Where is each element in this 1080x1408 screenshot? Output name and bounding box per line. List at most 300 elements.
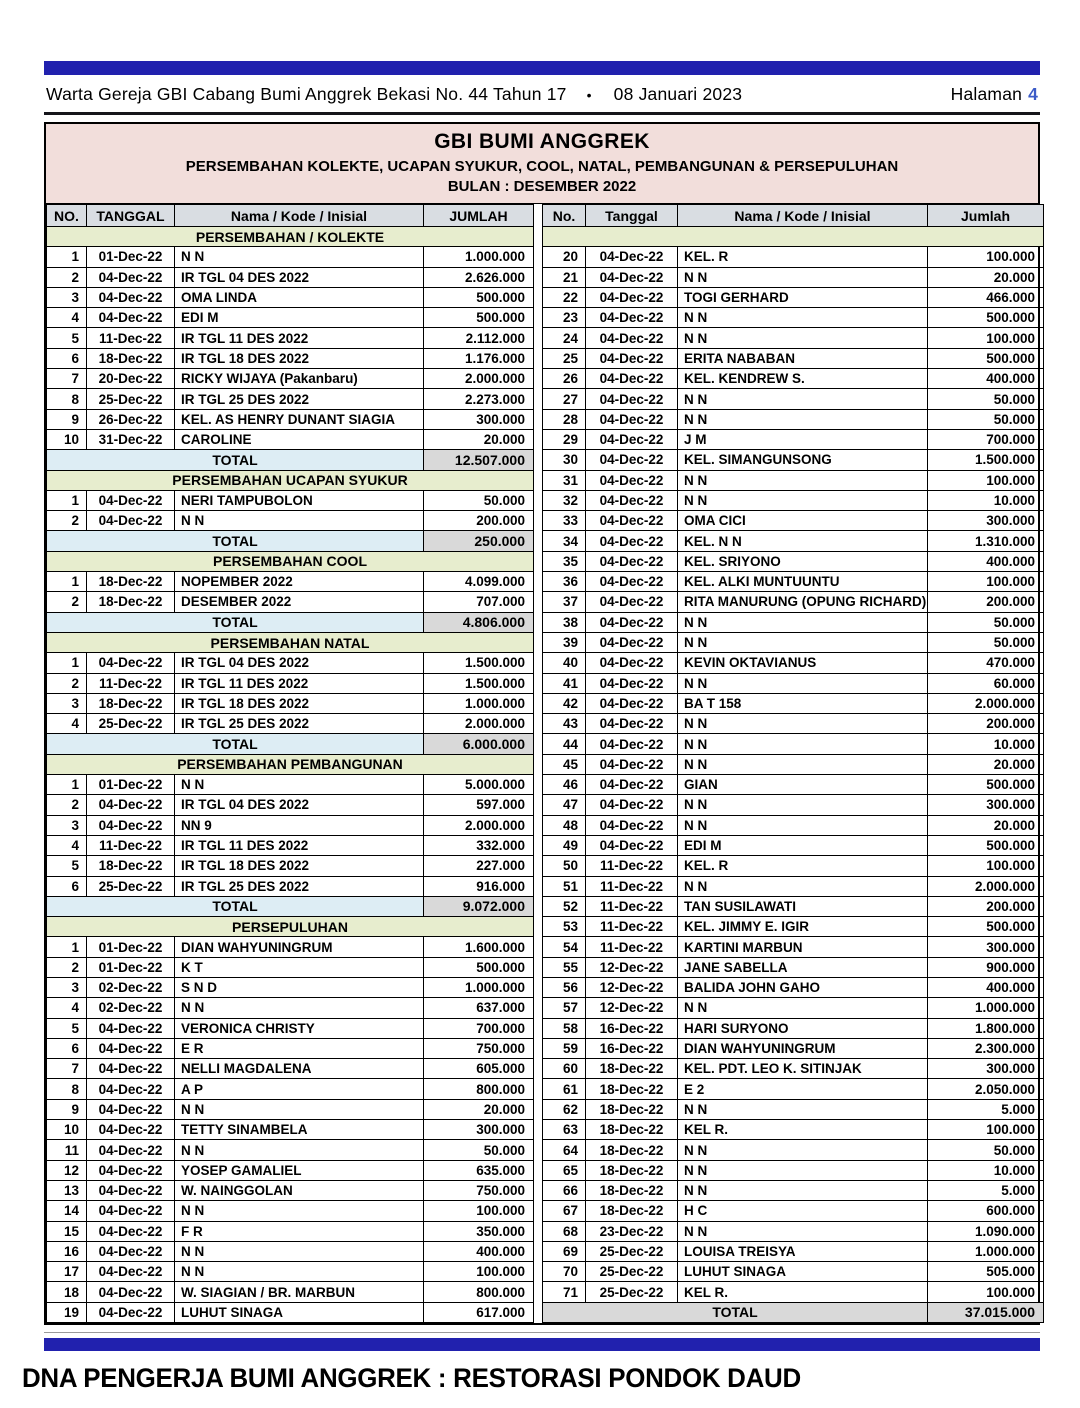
- cell-date: 04-Dec-22: [87, 490, 175, 510]
- cell-date: 04-Dec-22: [87, 1302, 175, 1322]
- cell-date: 04-Dec-22: [87, 511, 175, 531]
- table-row: [543, 267, 1044, 287]
- table-row: [543, 287, 1044, 307]
- cell-date: 04-Dec-22: [586, 409, 678, 429]
- cell-amount: 750.000: [424, 1038, 534, 1058]
- tables-container: [46, 204, 1038, 1323]
- cell-date: 04-Dec-22: [87, 1099, 175, 1119]
- cell-no: 51: [543, 876, 586, 896]
- table-row: [543, 1018, 1044, 1038]
- total-label: TOTAL: [47, 612, 424, 632]
- cell-no: 58: [543, 1018, 586, 1038]
- cell-name: N N: [678, 267, 928, 287]
- table-row: [543, 714, 1044, 734]
- cell-amount: 707.000: [424, 592, 534, 612]
- table-row: [47, 490, 534, 510]
- cell-name: KEL. SIMANGUNSONG: [678, 450, 928, 470]
- column-header-amount: JUMLAH: [424, 205, 534, 227]
- total-amount: 6.000.000: [424, 734, 534, 754]
- cell-amount: 2.273.000: [424, 389, 534, 409]
- cell-no: 1: [47, 775, 87, 795]
- section-title: [543, 227, 1044, 247]
- table-row: [543, 795, 1044, 815]
- cell-date: 18-Dec-22: [586, 1099, 678, 1119]
- cell-amount: 10.000: [928, 490, 1044, 510]
- table-row: [543, 328, 1044, 348]
- cell-date: 25-Dec-22: [87, 876, 175, 896]
- cell-amount: 400.000: [928, 977, 1044, 997]
- cell-amount: 2.000.000: [424, 714, 534, 734]
- table-row: [543, 612, 1044, 632]
- cell-amount: 227.000: [424, 856, 534, 876]
- column-header-no: NO.: [47, 205, 87, 227]
- table-row: [47, 1282, 534, 1302]
- cell-date: 04-Dec-22: [87, 1282, 175, 1302]
- cell-no: 3: [47, 287, 87, 307]
- cell-no: 55: [543, 957, 586, 977]
- cell-amount: 500.000: [928, 917, 1044, 937]
- table-row: [47, 308, 534, 328]
- table-row: [543, 409, 1044, 429]
- table-row: [47, 1221, 534, 1241]
- cell-no: 10: [47, 1120, 87, 1140]
- column-header-no: No.: [543, 205, 586, 227]
- total-row: [47, 531, 534, 551]
- cell-name: E R: [175, 1038, 424, 1058]
- table-row: [47, 592, 534, 612]
- cell-amount: 750.000: [424, 1180, 534, 1200]
- cell-date: 02-Dec-22: [87, 977, 175, 997]
- bulletin-table-box: [44, 122, 1040, 1325]
- table-row: [543, 490, 1044, 510]
- cell-amount: 700.000: [424, 1018, 534, 1038]
- cell-name: TETTY SINAMBELA: [175, 1120, 424, 1140]
- cell-name: KARTINI MARBUN: [678, 937, 928, 957]
- table-row: [543, 917, 1044, 937]
- table-row: [543, 775, 1044, 795]
- cell-name: NELLI MAGDALENA: [175, 1059, 424, 1079]
- cell-amount: 100.000: [928, 572, 1044, 592]
- total-row: [543, 1302, 1044, 1322]
- cell-no: 2: [47, 673, 87, 693]
- table-row: [543, 369, 1044, 389]
- cell-date: 18-Dec-22: [87, 348, 175, 368]
- cell-name: KEL R.: [678, 1120, 928, 1140]
- cell-amount: 916.000: [424, 876, 534, 896]
- cell-date: 18-Dec-22: [87, 693, 175, 713]
- cell-amount: 1.800.000: [928, 1018, 1044, 1038]
- cell-no: 2: [47, 795, 87, 815]
- table-row: [47, 1302, 534, 1322]
- cell-no: 45: [543, 754, 586, 774]
- cell-name: N N: [678, 734, 928, 754]
- total-label: TOTAL: [543, 1302, 928, 1322]
- column-header-date: TANGGAL: [87, 205, 175, 227]
- cell-no: 71: [543, 1282, 586, 1302]
- cell-amount: 1.176.000: [424, 348, 534, 368]
- cell-name: OMA CICI: [678, 511, 928, 531]
- cell-name: N N: [175, 775, 424, 795]
- cell-name: N N: [678, 998, 928, 1018]
- cell-no: 7: [47, 1059, 87, 1079]
- table-row: [47, 389, 534, 409]
- cell-date: 04-Dec-22: [87, 1079, 175, 1099]
- footer-headline: DNA PENGERJA BUMI ANGGREK : RESTORASI PONDOK DAUD: [22, 1363, 801, 1394]
- cell-date: 18-Dec-22: [586, 1180, 678, 1200]
- cell-amount: 2.300.000: [928, 1038, 1044, 1058]
- cell-amount: 400.000: [928, 551, 1044, 571]
- table-row: [47, 795, 534, 815]
- table-row: [47, 1201, 534, 1221]
- cell-name: N N: [678, 470, 928, 490]
- table-row: [47, 409, 534, 429]
- masthead-title: Warta Gereja GBI Cabang Bumi Anggrek Bekasi No. 44 Tahun 17: [46, 84, 567, 104]
- cell-date: 25-Dec-22: [586, 1241, 678, 1261]
- cell-amount: 300.000: [928, 795, 1044, 815]
- table-row: [47, 937, 534, 957]
- cell-amount: 2.000.000: [928, 876, 1044, 896]
- cell-name: IR TGL 25 DES 2022: [175, 714, 424, 734]
- cell-no: 28: [543, 409, 586, 429]
- cell-no: 40: [543, 653, 586, 673]
- cell-name: E 2: [678, 1079, 928, 1099]
- cell-date: 04-Dec-22: [586, 551, 678, 571]
- cell-no: 29: [543, 429, 586, 449]
- cell-name: N N: [678, 714, 928, 734]
- cell-amount: 4.099.000: [424, 572, 534, 592]
- cell-date: 11-Dec-22: [586, 876, 678, 896]
- table-row: [47, 714, 534, 734]
- table-row: [47, 998, 534, 1018]
- table-row: [47, 1140, 534, 1160]
- cell-date: 11-Dec-22: [87, 328, 175, 348]
- cell-no: 42: [543, 693, 586, 713]
- cell-no: 16: [47, 1241, 87, 1261]
- cell-no: 4: [47, 998, 87, 1018]
- table-row: [543, 1221, 1044, 1241]
- cell-amount: 700.000: [928, 429, 1044, 449]
- cell-date: 25-Dec-22: [87, 714, 175, 734]
- column-header-date: Tanggal: [586, 205, 678, 227]
- cell-date: 12-Dec-22: [586, 977, 678, 997]
- table-period: BULAN : DESEMBER 2022: [447, 178, 637, 195]
- cell-no: 1: [47, 572, 87, 592]
- section-header-row: [47, 754, 534, 774]
- cell-date: 04-Dec-22: [87, 1180, 175, 1200]
- cell-name: YOSEP GAMALIEL: [175, 1160, 424, 1180]
- cell-name: GIAN: [678, 775, 928, 795]
- cell-name: HARI SURYONO: [678, 1018, 928, 1038]
- cell-no: 35: [543, 551, 586, 571]
- cell-no: 2: [47, 592, 87, 612]
- cell-date: 04-Dec-22: [87, 815, 175, 835]
- cell-name: N N: [175, 1262, 424, 1282]
- cell-date: 04-Dec-22: [586, 612, 678, 632]
- cell-date: 18-Dec-22: [586, 1201, 678, 1221]
- cell-no: 6: [47, 348, 87, 368]
- column-header-name: Nama / Kode / Inisial: [678, 205, 928, 227]
- table-row: [47, 693, 534, 713]
- table-row: [47, 1099, 534, 1119]
- masthead: [44, 75, 1040, 115]
- cell-name: IR TGL 04 DES 2022: [175, 653, 424, 673]
- table-row: [543, 1160, 1044, 1180]
- total-amount: 9.072.000: [424, 896, 534, 916]
- table-row: [543, 1120, 1044, 1140]
- cell-date: 18-Dec-22: [586, 1079, 678, 1099]
- cell-name: N N: [678, 308, 928, 328]
- cell-date: 04-Dec-22: [87, 267, 175, 287]
- cell-name: N N: [678, 1140, 928, 1160]
- table-row: [47, 1160, 534, 1180]
- cell-name: EDI M: [175, 308, 424, 328]
- cell-amount: 597.000: [424, 795, 534, 815]
- offerings-table-right: [542, 204, 1044, 1323]
- cell-name: N N: [175, 998, 424, 1018]
- cell-no: 37: [543, 592, 586, 612]
- table-row: [47, 856, 534, 876]
- section-title: PERSEMBAHAN UCAPAN SYUKUR: [47, 470, 534, 490]
- cell-date: 04-Dec-22: [586, 348, 678, 368]
- table-row: [543, 1282, 1044, 1302]
- table-row: [543, 450, 1044, 470]
- cell-amount: 300.000: [424, 409, 534, 429]
- cell-no: 1: [47, 653, 87, 673]
- cell-name: KEL. SRIYONO: [678, 551, 928, 571]
- cell-name: N N: [678, 490, 928, 510]
- cell-amount: 100.000: [928, 1120, 1044, 1140]
- church-name: GBI BUMI ANGGREK: [434, 130, 650, 153]
- table-row: [47, 267, 534, 287]
- cell-amount: 20.000: [928, 267, 1044, 287]
- cell-name: CAROLINE: [175, 429, 424, 449]
- cell-amount: 50.000: [928, 409, 1044, 429]
- cell-date: 18-Dec-22: [586, 1120, 678, 1140]
- cell-no: 62: [543, 1099, 586, 1119]
- cell-amount: 900.000: [928, 957, 1044, 977]
- cell-name: F R: [175, 1221, 424, 1241]
- cell-name: J M: [678, 429, 928, 449]
- table-row: [543, 348, 1044, 368]
- cell-date: 18-Dec-22: [87, 856, 175, 876]
- cell-date: 25-Dec-22: [586, 1262, 678, 1282]
- top-divider-bar: [44, 61, 1040, 75]
- cell-date: 01-Dec-22: [87, 957, 175, 977]
- cell-amount: 800.000: [424, 1079, 534, 1099]
- cell-amount: 300.000: [424, 1120, 534, 1140]
- cell-name: N N: [678, 409, 928, 429]
- cell-no: 66: [543, 1180, 586, 1200]
- cell-name: K T: [175, 957, 424, 977]
- table-row: [47, 1018, 534, 1038]
- cell-amount: 100.000: [928, 470, 1044, 490]
- cell-name: NN 9: [175, 815, 424, 835]
- cell-amount: 100.000: [928, 856, 1044, 876]
- cell-date: 04-Dec-22: [87, 1140, 175, 1160]
- cell-no: 64: [543, 1140, 586, 1160]
- cell-name: EDI M: [678, 835, 928, 855]
- cell-date: 12-Dec-22: [586, 957, 678, 977]
- cell-no: 7: [47, 369, 87, 389]
- cell-no: 47: [543, 795, 586, 815]
- cell-no: 26: [543, 369, 586, 389]
- cell-name: N N: [678, 876, 928, 896]
- masthead-date: 08 Januari 2023: [613, 84, 743, 104]
- cell-amount: 50.000: [424, 490, 534, 510]
- table-row: [543, 511, 1044, 531]
- page-number: 4: [1028, 84, 1038, 104]
- cell-amount: 20.000: [424, 1099, 534, 1119]
- cell-amount: 500.000: [424, 957, 534, 977]
- section-title: PERSEMBAHAN / KOLEKTE: [47, 227, 534, 247]
- cell-name: VERONICA CHRISTY: [175, 1018, 424, 1038]
- cell-date: 04-Dec-22: [87, 1160, 175, 1180]
- cell-name: IR TGL 04 DES 2022: [175, 795, 424, 815]
- cell-no: 65: [543, 1160, 586, 1180]
- table-row: [543, 673, 1044, 693]
- cell-date: 04-Dec-22: [87, 653, 175, 673]
- section-header-row: [47, 917, 534, 937]
- cell-name: N N: [175, 247, 424, 267]
- cell-name: IR TGL 11 DES 2022: [175, 835, 424, 855]
- cell-no: 5: [47, 856, 87, 876]
- cell-date: 11-Dec-22: [87, 835, 175, 855]
- cell-amount: 500.000: [424, 287, 534, 307]
- cell-date: 20-Dec-22: [87, 369, 175, 389]
- cell-no: 48: [543, 815, 586, 835]
- cell-amount: 466.000: [928, 287, 1044, 307]
- cell-amount: 20.000: [928, 815, 1044, 835]
- cell-no: 53: [543, 917, 586, 937]
- cell-no: 8: [47, 389, 87, 409]
- cell-date: 18-Dec-22: [586, 1140, 678, 1160]
- cell-date: 04-Dec-22: [586, 429, 678, 449]
- table-row: [47, 815, 534, 835]
- table-row: [47, 1262, 534, 1282]
- cell-amount: 1.000.000: [928, 1241, 1044, 1261]
- column-header-row: [543, 205, 1044, 227]
- total-row: [47, 896, 534, 916]
- cell-date: 04-Dec-22: [586, 795, 678, 815]
- cell-amount: 1.000.000: [424, 247, 534, 267]
- cell-amount: 800.000: [424, 1282, 534, 1302]
- total-amount: 250.000: [424, 531, 534, 551]
- cell-name: N N: [678, 815, 928, 835]
- cell-no: 3: [47, 815, 87, 835]
- cell-date: 11-Dec-22: [586, 937, 678, 957]
- table-row: [543, 632, 1044, 652]
- table-row: [543, 876, 1044, 896]
- table-row: [543, 1201, 1044, 1221]
- cell-amount: 350.000: [424, 1221, 534, 1241]
- cell-no: 19: [47, 1302, 87, 1322]
- cell-date: 25-Dec-22: [87, 389, 175, 409]
- table-row: [543, 1262, 1044, 1282]
- section-title: PERSEMBAHAN PEMBANGUNAN: [47, 754, 534, 774]
- cell-no: 30: [543, 450, 586, 470]
- table-row: [543, 896, 1044, 916]
- cell-no: 60: [543, 1059, 586, 1079]
- cell-name: N N: [678, 673, 928, 693]
- cell-amount: 2.000.000: [928, 693, 1044, 713]
- cell-amount: 1.310.000: [928, 531, 1044, 551]
- cell-date: 26-Dec-22: [87, 409, 175, 429]
- cell-amount: 300.000: [928, 511, 1044, 531]
- table-row: [47, 673, 534, 693]
- table-row: [543, 998, 1044, 1018]
- cell-no: 32: [543, 490, 586, 510]
- cell-no: 61: [543, 1079, 586, 1099]
- cell-no: 17: [47, 1262, 87, 1282]
- cell-amount: 5.000.000: [424, 775, 534, 795]
- table-row: [543, 754, 1044, 774]
- table-row: [543, 856, 1044, 876]
- table-row: [543, 835, 1044, 855]
- cell-date: 18-Dec-22: [586, 1160, 678, 1180]
- cell-amount: 20.000: [928, 754, 1044, 774]
- cell-no: 14: [47, 1201, 87, 1221]
- cell-date: 04-Dec-22: [586, 369, 678, 389]
- cell-date: 31-Dec-22: [87, 429, 175, 449]
- cell-date: 04-Dec-22: [586, 653, 678, 673]
- total-row: [47, 612, 534, 632]
- cell-name: N N: [678, 1221, 928, 1241]
- cell-no: 10: [47, 429, 87, 449]
- cell-name: IR TGL 25 DES 2022: [175, 876, 424, 896]
- cell-no: 24: [543, 328, 586, 348]
- table-subtitle: PERSEMBAHAN KOLEKTE, UCAPAN SYUKUR, COOL, NATAL, PEMBANGUNAN & PERSEPULUHAN: [185, 158, 899, 175]
- cell-name: BALIDA JOHN GAHO: [678, 977, 928, 997]
- cell-name: NERI TAMPUBOLON: [175, 490, 424, 510]
- cell-date: 02-Dec-22: [87, 998, 175, 1018]
- cell-date: 04-Dec-22: [87, 287, 175, 307]
- cell-date: 04-Dec-22: [586, 693, 678, 713]
- cell-amount: 5.000: [928, 1180, 1044, 1200]
- cell-amount: 400.000: [424, 1241, 534, 1261]
- cell-amount: 1.600.000: [424, 937, 534, 957]
- cell-name: DESEMBER 2022: [175, 592, 424, 612]
- cell-no: 21: [543, 267, 586, 287]
- cell-date: 04-Dec-22: [87, 1262, 175, 1282]
- cell-amount: 300.000: [928, 1059, 1044, 1079]
- table-row: [543, 389, 1044, 409]
- cell-date: 04-Dec-22: [586, 632, 678, 652]
- total-label: TOTAL: [47, 450, 424, 470]
- cell-name: H C: [678, 1201, 928, 1221]
- cell-name: TAN SUSILAWATI: [678, 896, 928, 916]
- section-header-row: [47, 632, 534, 652]
- table-row: [543, 1241, 1044, 1261]
- cell-date: 11-Dec-22: [586, 917, 678, 937]
- cell-amount: 2.050.000: [928, 1079, 1044, 1099]
- section-header-row: [543, 227, 1044, 247]
- cell-amount: 2.000.000: [424, 369, 534, 389]
- cell-no: 22: [543, 287, 586, 307]
- cell-name: W. NAINGGOLAN: [175, 1180, 424, 1200]
- cell-date: 04-Dec-22: [586, 490, 678, 510]
- column-header-amount: Jumlah: [928, 205, 1044, 227]
- table-row: [47, 1038, 534, 1058]
- table-row: [543, 977, 1044, 997]
- table-row: [543, 693, 1044, 713]
- cell-no: 69: [543, 1241, 586, 1261]
- cell-name: IR TGL 11 DES 2022: [175, 328, 424, 348]
- cell-date: 04-Dec-22: [586, 287, 678, 307]
- cell-no: 23: [543, 308, 586, 328]
- cell-no: 63: [543, 1120, 586, 1140]
- cell-amount: 50.000: [928, 632, 1044, 652]
- cell-name: N N: [175, 1140, 424, 1160]
